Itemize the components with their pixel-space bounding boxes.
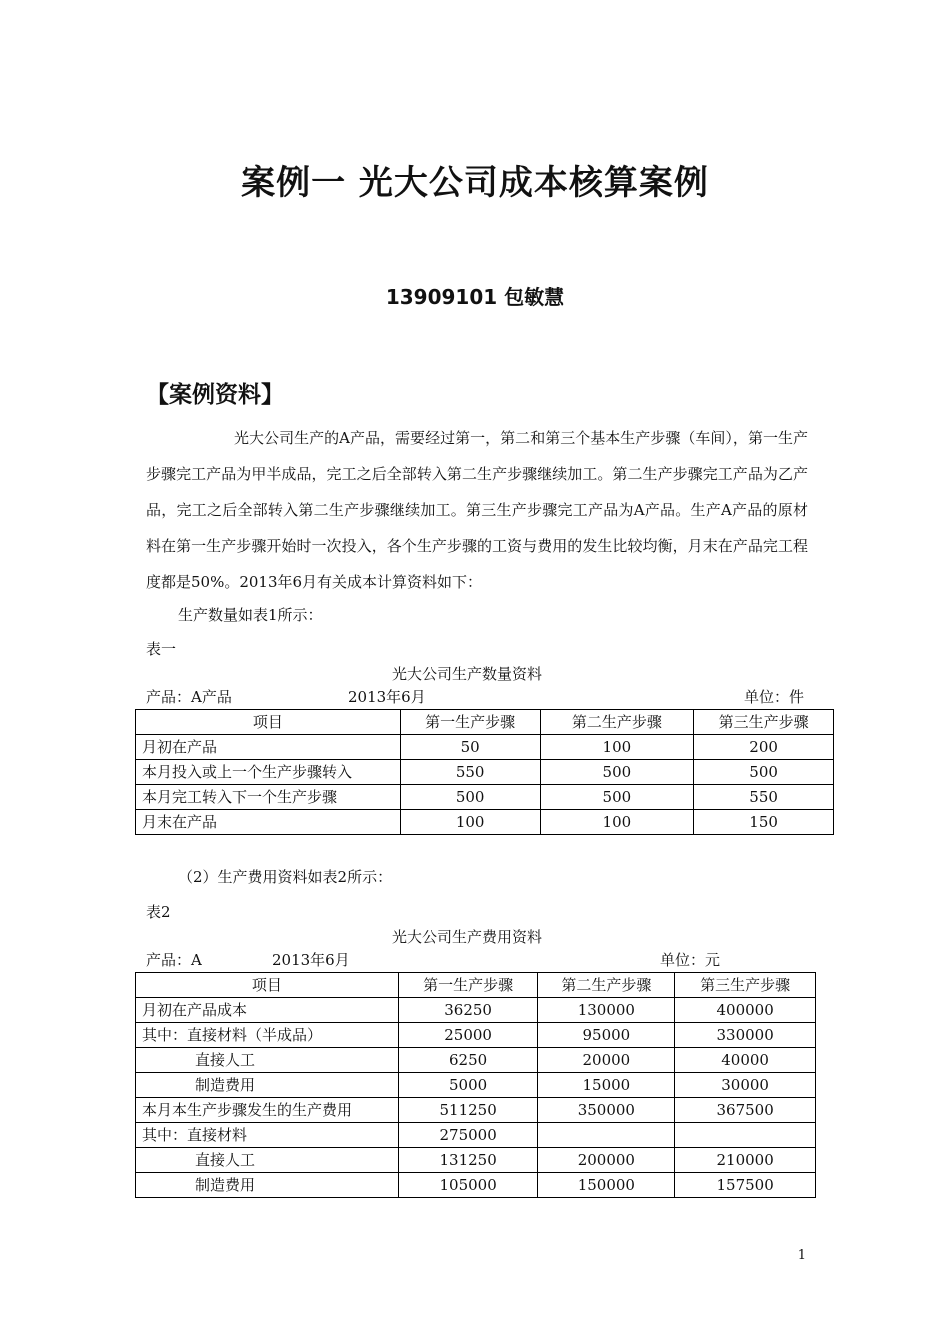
- value-cell: 40000: [675, 1048, 816, 1073]
- header-cell: 第一生产步骤: [400, 710, 540, 735]
- table-header-row: [136, 710, 834, 735]
- author-line: 13909101 包敏慧: [385, 285, 565, 309]
- table1-label: 表一: [146, 640, 177, 658]
- table-row: [136, 998, 816, 1023]
- header-cell: 第三生产步骤: [675, 973, 816, 998]
- value-cell: 150: [694, 810, 834, 835]
- table-row: [136, 735, 834, 760]
- value-cell: 500: [694, 760, 834, 785]
- table-row: [136, 1023, 816, 1048]
- table-row: [136, 1123, 816, 1148]
- value-cell: 131250: [398, 1148, 538, 1173]
- header-cell: 项目: [136, 710, 401, 735]
- row-label: 月初在产品成本: [136, 998, 399, 1023]
- row-label: 本月本生产步骤发生的生产费用: [136, 1098, 399, 1123]
- value-cell: 350000: [538, 1098, 675, 1123]
- production-quantity-table: [135, 709, 834, 835]
- row-label: 月末在产品: [136, 810, 401, 835]
- value-cell: 157500: [675, 1173, 816, 1198]
- value-cell: [675, 1123, 816, 1148]
- value-cell: 500: [540, 760, 694, 785]
- page-number: 1: [797, 1248, 806, 1263]
- table1-unit: 单位：件: [744, 688, 805, 706]
- section-heading: 【案例资料】: [146, 382, 284, 408]
- table1-date: 2013年6月: [348, 688, 426, 706]
- value-cell: 400000: [675, 998, 816, 1023]
- table1-intro: 生产数量如表1所示：: [178, 606, 323, 624]
- table-row: [136, 1148, 816, 1173]
- row-label: 其中：直接材料（半成品）: [136, 1023, 399, 1048]
- row-label: 直接人工: [136, 1148, 399, 1173]
- table-row: [136, 1048, 816, 1073]
- table2-intro: （2）生产费用资料如表2所示：: [178, 868, 393, 886]
- header-cell: 第二生产步骤: [538, 973, 675, 998]
- value-cell: 20000: [538, 1048, 675, 1073]
- value-cell: 200: [694, 735, 834, 760]
- header-cell: 第一生产步骤: [398, 973, 538, 998]
- table-row: [136, 785, 834, 810]
- value-cell: 550: [694, 785, 834, 810]
- row-label: 直接人工: [136, 1048, 399, 1073]
- row-label: 制造费用: [136, 1073, 399, 1098]
- table2-date: 2013年6月: [272, 951, 350, 969]
- value-cell: [538, 1123, 675, 1148]
- table-row: [136, 1073, 816, 1098]
- header-cell: 第二生产步骤: [540, 710, 694, 735]
- value-cell: 200000: [538, 1148, 675, 1173]
- value-cell: 100: [540, 735, 694, 760]
- value-cell: 5000: [398, 1073, 538, 1098]
- value-cell: 30000: [675, 1073, 816, 1098]
- value-cell: 500: [540, 785, 694, 810]
- case-paragraph-text: 光大公司生产的A产品，需要经过第一，第二和第三个基本生产步骤（车间），第一生产步骤完工产品为甲半成品，完工之后全部转入第二生产步骤继续加工。第二生产步骤完工产品为乙产品，完工之后全部转入第二生产步骤继续加工。第三生产步骤完工产品为A产品。生产A产品的原材料在第一生产步骤开始时一次投入，各个生产步骤的工资与费用的发生比较均衡，月末在产品完工程度都是50%。2013年6月有关成本计算资料如下：: [146, 429, 808, 591]
- row-label: 制造费用: [136, 1173, 399, 1198]
- table-header-row: [136, 973, 816, 998]
- value-cell: 367500: [675, 1098, 816, 1123]
- value-cell: 550: [400, 760, 540, 785]
- table1-caption: 光大公司生产数量资料: [392, 665, 543, 683]
- value-cell: 330000: [675, 1023, 816, 1048]
- header-cell: 第三生产步骤: [694, 710, 834, 735]
- value-cell: 6250: [398, 1048, 538, 1073]
- row-label: 本月投入或上一个生产步骤转入: [136, 760, 401, 785]
- value-cell: 36250: [398, 998, 538, 1023]
- value-cell: 210000: [675, 1148, 816, 1173]
- value-cell: 25000: [398, 1023, 538, 1048]
- table1-product: 产品：A产品: [146, 688, 232, 706]
- table-row: [136, 760, 834, 785]
- value-cell: 95000: [538, 1023, 675, 1048]
- value-cell: 130000: [538, 998, 675, 1023]
- value-cell: 511250: [398, 1098, 538, 1123]
- document-title: 案例一 光大公司成本核算案例: [241, 163, 709, 203]
- value-cell: 150000: [538, 1173, 675, 1198]
- production-cost-table: [135, 972, 816, 1198]
- table-row: [136, 1173, 816, 1198]
- table-row: [136, 810, 834, 835]
- row-label: 月初在产品: [136, 735, 401, 760]
- table2-caption: 光大公司生产费用资料: [392, 928, 543, 946]
- table-row: [136, 1098, 816, 1123]
- value-cell: 275000: [398, 1123, 538, 1148]
- value-cell: 500: [400, 785, 540, 810]
- table2-product: 产品：A: [146, 951, 202, 969]
- case-paragraph: [146, 420, 808, 600]
- value-cell: 105000: [398, 1173, 538, 1198]
- table2-label: 表2: [146, 903, 171, 921]
- row-label: 其中：直接材料: [136, 1123, 399, 1148]
- value-cell: 100: [400, 810, 540, 835]
- value-cell: 15000: [538, 1073, 675, 1098]
- row-label: 本月完工转入下一个生产步骤: [136, 785, 401, 810]
- header-cell: 项目: [136, 973, 399, 998]
- value-cell: 50: [400, 735, 540, 760]
- table2-unit: 单位：元: [660, 951, 721, 969]
- value-cell: 100: [540, 810, 694, 835]
